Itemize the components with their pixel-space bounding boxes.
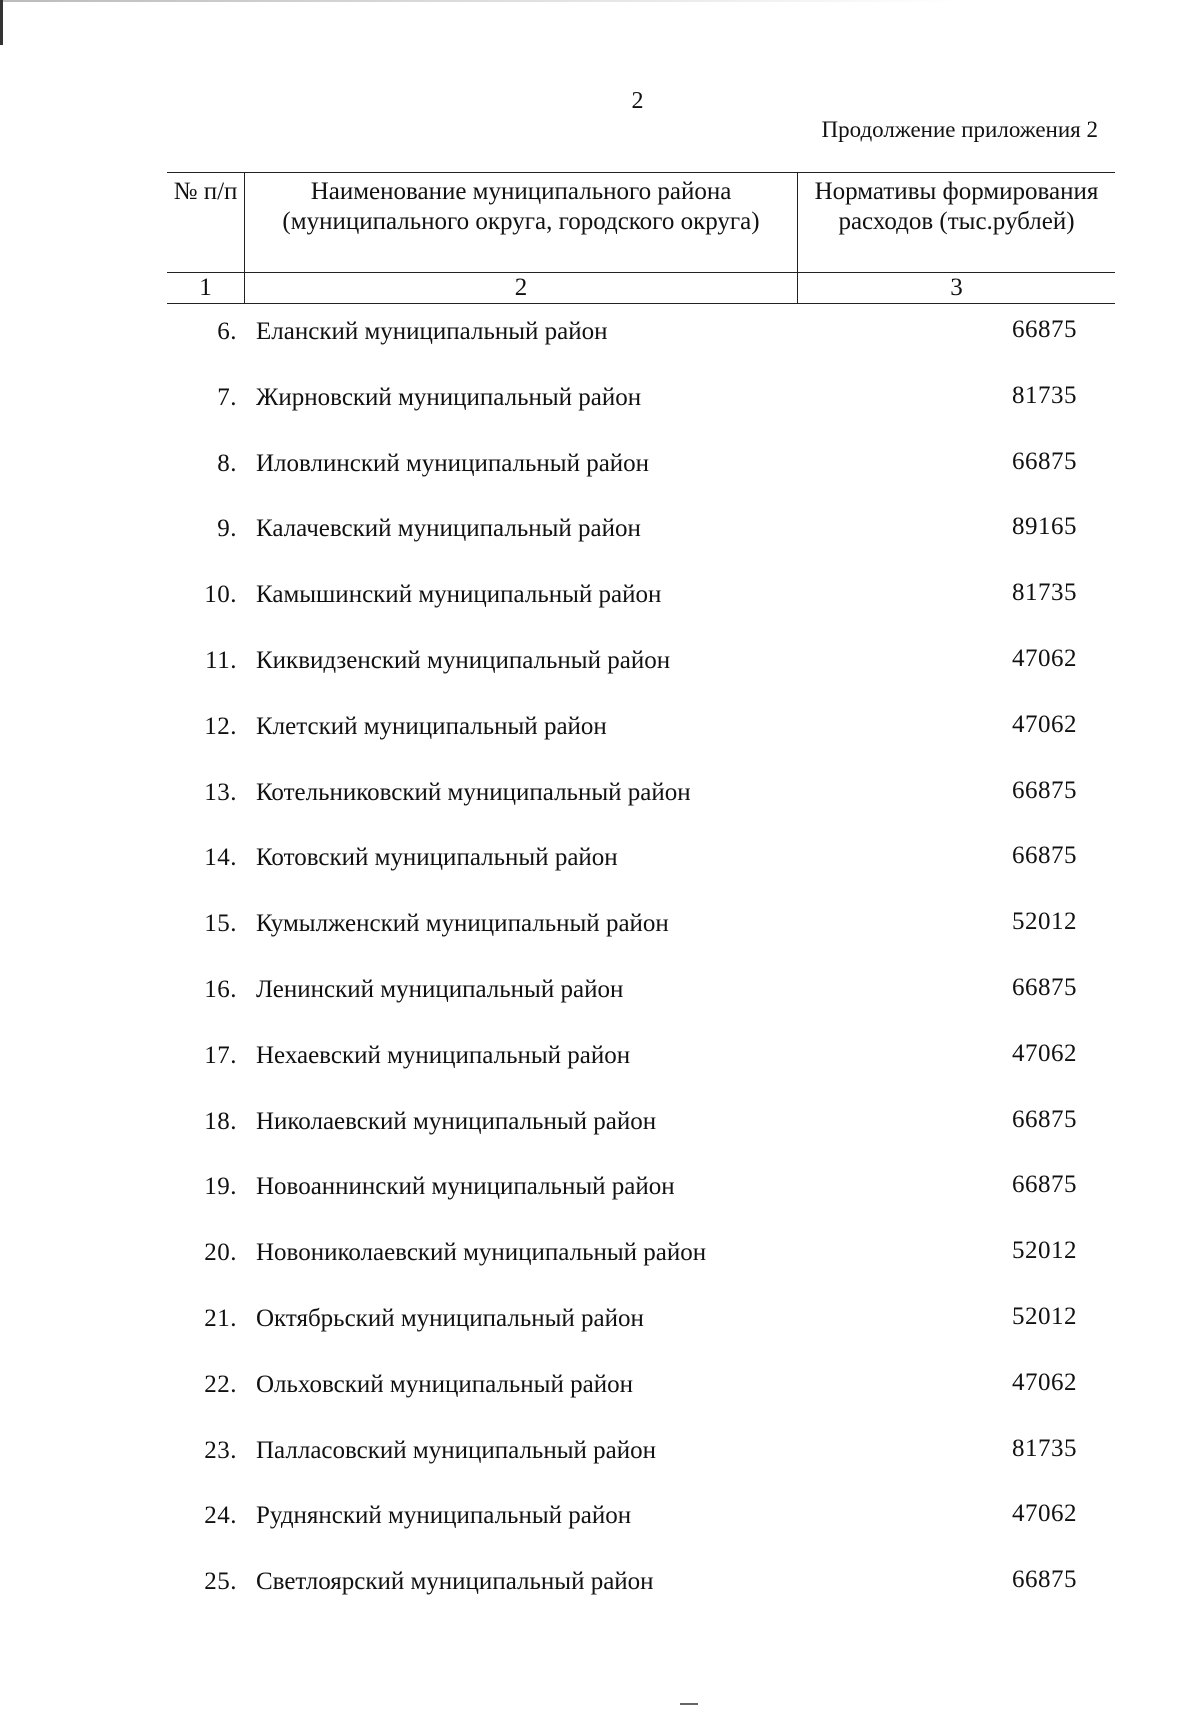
- row-index: 15.: [204, 910, 237, 938]
- row-index: 13.: [204, 778, 237, 806]
- row-name: Николаевский муниципальный район: [256, 1107, 657, 1135]
- row-name: Кумылженский муниципальный район: [256, 910, 669, 938]
- row-index: 12.: [204, 712, 237, 740]
- row-index: 11.: [205, 646, 237, 674]
- table-row: [167, 711, 1115, 777]
- row-value: 47062: [1012, 1368, 1077, 1396]
- row-value: 81735: [1012, 1434, 1077, 1462]
- row-name: Руднянский муниципальный район: [256, 1502, 632, 1530]
- row-index: 22.: [204, 1370, 237, 1398]
- table-row: [167, 316, 1115, 382]
- row-name: Новониколаевский муниципальный район: [256, 1239, 707, 1267]
- table-row: [167, 513, 1115, 579]
- row-value: 66875: [1012, 1566, 1077, 1594]
- row-value: 81735: [1012, 579, 1077, 607]
- table-row: [167, 645, 1115, 711]
- row-name: Котельниковский муниципальный район: [256, 778, 691, 806]
- row-value: 66875: [1012, 776, 1077, 804]
- header-norms: Нормативы формирования расходов (тыс.рублей): [797, 173, 1115, 272]
- row-value: 47062: [1012, 710, 1077, 738]
- header-name: Наименование муниципального района (муниципального округа, городского округа): [244, 173, 797, 272]
- row-value: 66875: [1012, 316, 1077, 343]
- row-name: Котовский муниципальный район: [256, 844, 618, 872]
- row-index: 8.: [217, 449, 237, 477]
- continuation-label: Продолжение приложения 2: [821, 117, 1098, 142]
- column-number-2: 2: [244, 273, 797, 303]
- table-row: [167, 908, 1115, 974]
- row-value: 47062: [1012, 1500, 1077, 1528]
- table-row: [167, 1040, 1115, 1106]
- table-row: [167, 1303, 1115, 1369]
- table-row: [167, 1237, 1115, 1303]
- scan-mark: [680, 1703, 698, 1709]
- table-row: [167, 842, 1115, 908]
- row-name: Камышинский муниципальный район: [256, 581, 662, 609]
- row-value: 52012: [1012, 1302, 1077, 1330]
- row-value: 66875: [1012, 973, 1077, 1001]
- table-row: [167, 1369, 1115, 1435]
- row-index: 16.: [204, 975, 237, 1003]
- table-row: [167, 1106, 1115, 1172]
- row-index: 25.: [204, 1568, 237, 1596]
- table-row: [167, 777, 1115, 843]
- table-row: [167, 974, 1115, 1040]
- row-name: Жирновский муниципальный район: [256, 383, 642, 411]
- column-numbers-row: [167, 273, 1115, 304]
- row-value: 66875: [1012, 1105, 1077, 1133]
- row-name: Октябрьский муниципальный район: [256, 1304, 644, 1332]
- table-row: [167, 579, 1115, 645]
- header-number: № п/п: [173, 178, 238, 205]
- row-name: Ленинский муниципальный район: [256, 975, 624, 1003]
- column-number-3: 3: [797, 273, 1115, 303]
- table-row: [167, 382, 1115, 448]
- row-value: 66875: [1012, 842, 1077, 870]
- table-row: [167, 1566, 1115, 1632]
- row-index: 19.: [204, 1173, 237, 1201]
- row-index: 10.: [204, 581, 237, 609]
- row-index: 6.: [217, 318, 237, 345]
- table-row: [167, 448, 1115, 514]
- table-header: [167, 172, 1115, 304]
- row-index: 23.: [204, 1436, 237, 1464]
- row-value: 66875: [1012, 447, 1077, 475]
- column-number-1: 1: [199, 274, 212, 301]
- row-index: 14.: [204, 844, 237, 872]
- page-number: 2: [631, 88, 644, 114]
- table-body: [167, 316, 1115, 1632]
- table-row: [167, 1171, 1115, 1237]
- row-name: Калачевский муниципальный район: [256, 515, 641, 543]
- scan-edge-top: [0, 0, 1200, 2]
- row-value: 89165: [1012, 513, 1077, 541]
- row-value: 52012: [1012, 908, 1077, 936]
- row-name: Ольховский муниципальный район: [256, 1370, 633, 1398]
- row-name: Еланский муниципальный район: [256, 318, 608, 345]
- scan-edge-left: [0, 0, 3, 45]
- row-index: 21.: [204, 1304, 237, 1332]
- row-name: Новоаннинский муниципальный район: [256, 1173, 675, 1201]
- row-name: Палласовский муниципальный район: [256, 1436, 656, 1464]
- row-name: Нехаевский муниципальный район: [256, 1041, 631, 1069]
- table-row: [167, 1435, 1115, 1501]
- row-index: 24.: [204, 1502, 237, 1530]
- row-value: 66875: [1012, 1171, 1077, 1199]
- header-row: [167, 172, 1115, 273]
- row-value: 52012: [1012, 1237, 1077, 1265]
- row-value: 47062: [1012, 1039, 1077, 1067]
- row-name: Иловлинский муниципальный район: [256, 449, 650, 477]
- row-name: Светлоярский муниципальный район: [256, 1568, 654, 1596]
- table-row: [167, 1500, 1115, 1566]
- row-index: 9.: [217, 515, 237, 543]
- row-index: 18.: [204, 1107, 237, 1135]
- row-index: 7.: [217, 383, 237, 411]
- row-name: Клетский муниципальный район: [256, 712, 607, 740]
- row-value: 81735: [1012, 381, 1077, 409]
- row-index: 17.: [204, 1041, 237, 1069]
- row-name: Киквидзенский муниципальный район: [256, 646, 671, 674]
- row-value: 47062: [1012, 644, 1077, 672]
- row-index: 20.: [204, 1239, 237, 1267]
